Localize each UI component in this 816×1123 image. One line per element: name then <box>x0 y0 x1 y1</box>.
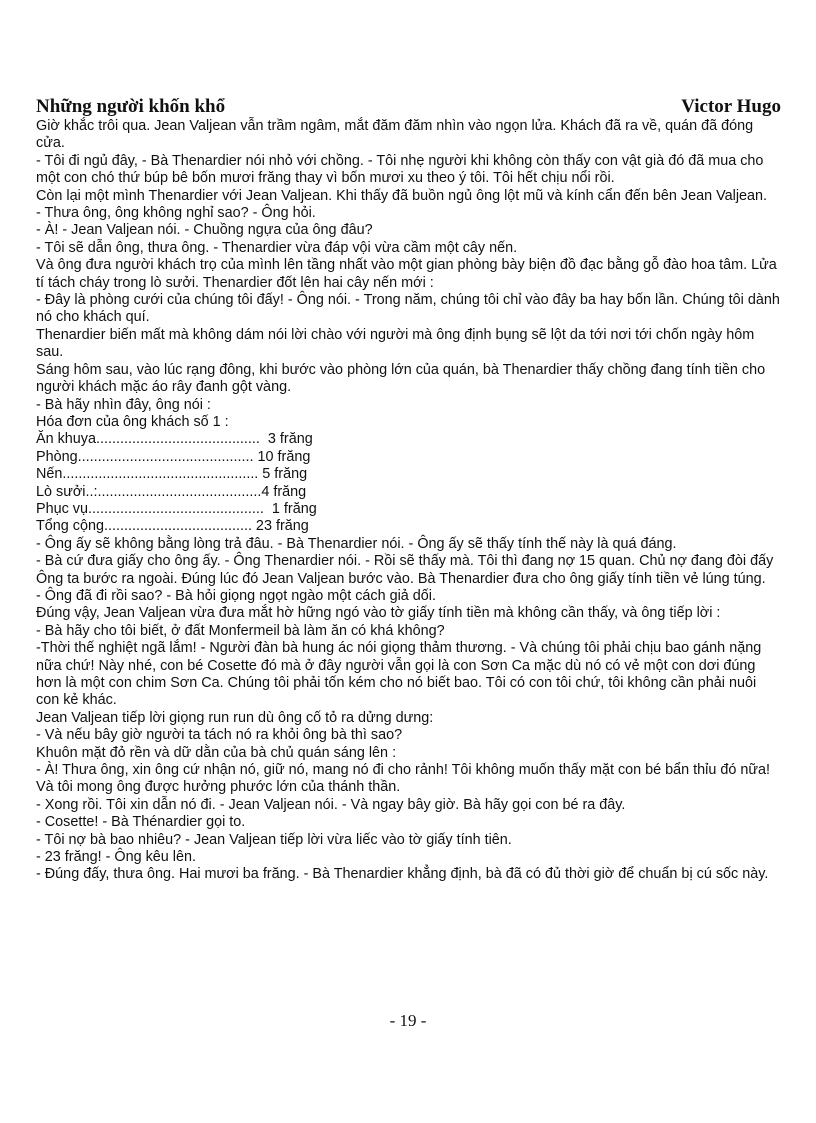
bill-line: Ăn khuya......................................... 3 frăng <box>36 431 313 448</box>
bill-line: Phục vụ............................................ 1 frăng <box>36 500 317 517</box>
paragraph: - Tôi sẽ dẫn ông, thưa ông. - Thenardier vừa đáp vội vừa cầm một cây nến. <box>36 239 518 256</box>
paragraph: Thenardier biến mất mà không dám nói lời chào với người mà ông định bụng sẽ lột da tới nơi tới chốn ngày hôm sau. <box>36 326 755 361</box>
paragraph-group-a <box>36 118 781 431</box>
paragraph: Giờ khắc trôi qua. Jean Valjean vẫn trầm ngâm, mắt đăm đăm nhìn vào ngọn lửa. Khách đã ra về, quán đã đóng cửa. <box>36 118 754 152</box>
paragraph: Và ông đưa người khách trọ của mình lên tầng nhất vào một gian phòng bày biện đồ đạc bằng gỗ đào hoa tâm. Lửa tí tách cháy trong lò sưởi. Thenardier đốt lên hai cây nến mới : <box>36 257 777 291</box>
paragraph: - Thưa ông, ông không nghỉ sao? - Ông hỏi. <box>36 205 316 222</box>
paragraph: -Thời thế nghiệt ngã lắm! - Người đàn bà hung ác nói giọng thảm thương. - Và chúng tôi phải chịu bao gánh nặng nữa chứ! Này nhé, con bé Cosette đó mà ở đây người vẫn gọi là con Sơn Ca mặc dù nó có vẻ một con dơi đúng hơn là một con chim Sơn Ca. Chúng tôi phải tốn kém cho nó biết bao. Tôi có con tôi chứ, tôi không cần phải nuôi con kẻ khác. <box>36 640 762 709</box>
paragraph: - Cosette! - Bà Thénardier gọi to. <box>36 814 246 831</box>
paragraph: - Tôi nợ bà bao nhiêu? - Jean Valjean tiếp lời vừa liếc vào tờ giấy tính tiên. <box>36 831 512 848</box>
body-text <box>36 118 781 884</box>
bill-line: Phòng............................................ 10 frăng <box>36 448 311 465</box>
paragraph: - À! Thưa ông, xin ông cứ nhận nó, giữ nó, mang nó đi cho rảnh! Tôi không muốn thấy mặt con bé bẩn thỉu đó nữa! Và tôi mong ông được hưởng phước lớn của thánh thần. <box>36 762 771 796</box>
running-header <box>36 96 781 118</box>
page-number: - 19 - <box>389 1011 427 1030</box>
paragraph: - 23 frăng! - Ông kêu lên. <box>36 849 196 866</box>
paragraph: Sáng hôm sau, vào lúc rạng đông, khi bước vào phòng lớn của quán, bà Thenardier thấy chồng đang tính tiền cho người khách mặc áo rây đanh gột vàng. <box>36 361 766 396</box>
paragraph: - Và nếu bây giờ người ta tách nó ra khỏi ông bà thì sao? <box>36 727 403 744</box>
paragraph: - À! - Jean Valjean nói. - Chuồng ngựa của ông đâu? <box>36 222 373 239</box>
paragraph: Còn lại một mình Thenardier với Jean Valjean. Khi thấy đã buồn ngủ ông lột mũ và kính cẩn đến bên Jean Valjean. <box>36 187 768 204</box>
paragraph: Ông ta bước ra ngoài. Đúng lúc đó Jean Valjean bước vào. Bà Thenardier đưa cho ông giấy tính tiền vẻ lúng túng. <box>36 570 766 587</box>
paragraph: Hóa đơn của ông khách số 1 : <box>36 413 229 430</box>
author-name: Victor Hugo <box>681 96 781 117</box>
paragraph: - Ông đã đi rồi sao? - Bà hỏi giọng ngọt ngào một cách giả dối. <box>36 587 436 604</box>
bill-line: Nến................................................. 5 frăng <box>36 466 308 483</box>
paragraph: - Đây là phòng cưới của chúng tôi đấy! - Ông nói. - Trong năm, chúng tôi chỉ vào đây ba hay bốn lần. Chúng tôi dành nó cho khách quí. <box>36 292 780 326</box>
paragraph-group-b <box>36 536 781 884</box>
paragraph: - Ông ấy sẽ không bằng lòng trả đâu. - Bà Thenardier nói. - Ông ấy sẽ thấy tính thế này là quá đáng. <box>36 535 677 552</box>
paragraph: - Đúng đấy, thưa ông. Hai mươi ba frăng. - Bà Thenardier khẳng định, bà đã có đủ thời giờ để chuẩn bị cú sốc này. <box>36 866 769 883</box>
paragraph: - Bà cứ đưa giấy cho ông ấy. - Ông Thenardier nói. - Rồi sẽ thấy mà. Tôi thì đang nợ 15 quan. Chủ nợ đang đòi đấy <box>36 553 774 570</box>
paragraph: - Xong rồi. Tôi xin dẫn nó đi. - Jean Valjean nói. - Và ngay bây giờ. Bà hãy gọi con bé ra đây. <box>36 796 626 813</box>
paragraph: Đúng vậy, Jean Valjean vừa đưa mắt hờ hững ngó vào tờ giấy tính tiền mà không cần thấy, và ông tiếp lời : <box>36 605 721 622</box>
bill-list <box>36 431 781 535</box>
book-title: Những người khốn khổ <box>36 96 226 117</box>
bill-line: Lò sưởi..:.........................................4 frăng <box>36 483 307 500</box>
paragraph: Jean Valjean tiếp lời giọng run run dù ông cố tỏ ra dửng dưng: <box>36 709 434 726</box>
paragraph: Khuôn mặt đỏ rền và dữ dằn của bà chủ quán sáng lên : <box>36 744 397 761</box>
page-content <box>36 96 781 884</box>
bill-total: Tổng cộng..................................... 23 frăng <box>36 518 309 535</box>
paragraph: - Tôi đi ngủ đây, - Bà Thenardier nói nhỏ với chồng. - Tôi nhẹ người khi không còn thấy con vật già đó đã mua cho một con chó thứ búp bê bốn mươi frăng thay vì bốn mươi xu theo ý tôi. Tôi hết chịu nổi rồi. <box>36 152 764 187</box>
paragraph: - Bà hãy nhìn đây, ông nói : <box>36 396 211 413</box>
paragraph: - Bà hãy cho tôi biết, ở đất Monfermeil bà làm ăn có khá không? <box>36 622 445 639</box>
